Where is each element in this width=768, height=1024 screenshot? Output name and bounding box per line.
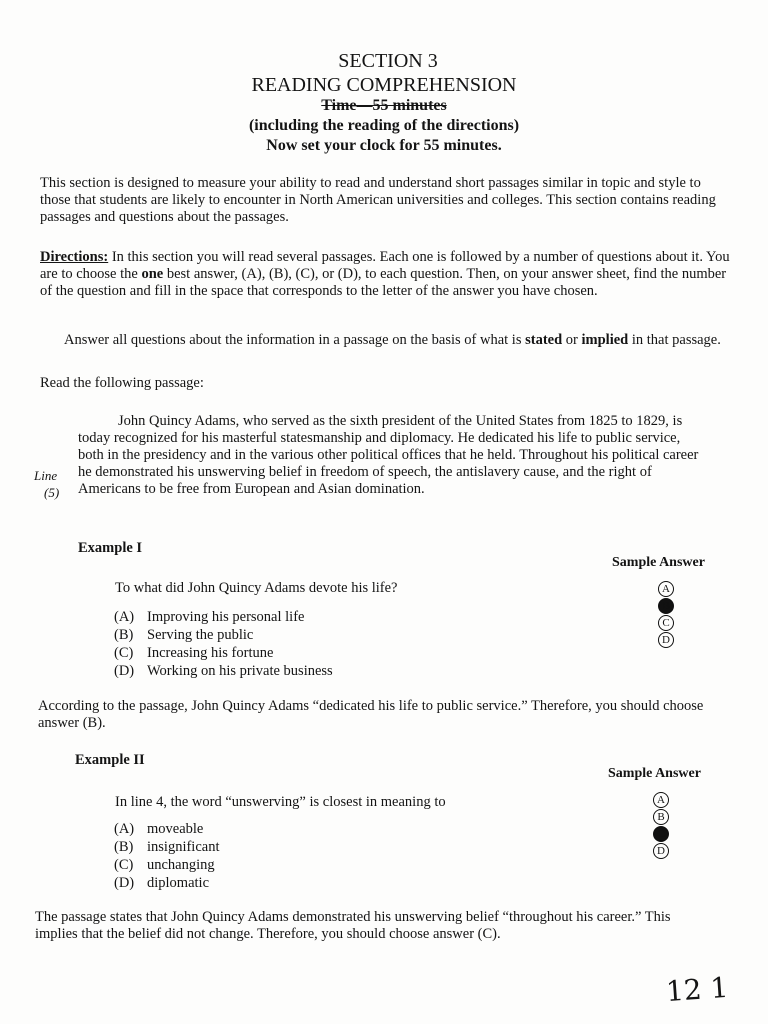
time-limit	[0, 96, 768, 116]
option-text: Serving the public	[147, 627, 254, 643]
option-letter: (C)	[114, 645, 134, 661]
intro-paragraph	[40, 175, 735, 226]
reading-passage	[78, 413, 708, 498]
example-two-label: Example II	[75, 752, 145, 768]
directions-text	[40, 249, 735, 300]
answer-bubble-d: D	[653, 843, 669, 859]
answer-bubble-a: A	[658, 581, 674, 597]
option-text: Increasing his fortune	[147, 645, 274, 661]
example-one-answer-bubbles	[658, 581, 680, 649]
passage-text: John Quincy Adams, who served as the sixth president of the United States from 1825 to 1829, is today recognized for his masterful statesmanship and diplomacy. He dedicated his life to public service, both in the presidency and in the various other political offices that he held. Throughout his political career he demonstrated his unswerving belief in freedom of speech, the antislavery cause, and the right of Americans to be free from European and Asian domination.	[78, 413, 699, 497]
option-text: insignificant	[147, 839, 220, 855]
or-word: or	[562, 332, 582, 348]
example-one-question: To what did John Quincy Adams devote his life?	[115, 580, 398, 596]
directions-one: one	[141, 266, 164, 282]
answer-bubble-d: D	[658, 632, 674, 648]
sample-answer-label-1: Sample Answer	[612, 555, 705, 570]
example-two-option-d	[114, 874, 220, 892]
option-letter: (B)	[114, 839, 134, 855]
option-letter: (A)	[114, 609, 135, 625]
time-note: (including the reading of the directions)	[248, 117, 520, 134]
directions-text-after: best answer, (A), (B), (C), or (D), to each question. Then, on your answer sheet, find the number of the question and fill in the space that corresponds to the letter of the answer you have chosen.	[40, 266, 727, 299]
answer-instruction-before: Answer all questions about the information in a passage on the basis of what is	[64, 332, 526, 348]
directions-label: Directions:	[40, 249, 109, 265]
answer-instruction-text	[40, 332, 735, 349]
intro-text: This section is designed to measure your ability to read and understand short passages similar in topic and style to those that students are likely to encounter in North American universities and colleges. This section contains reading passages and questions about the passages.	[40, 175, 716, 225]
directions-paragraph	[40, 249, 735, 300]
option-text: diplomatic	[147, 875, 210, 891]
answer-instruction-after: in that passage.	[628, 332, 721, 348]
directions-text-before: In this section you will read several passages. Each one is followed by a number of questions about it. You are to choose the	[40, 249, 730, 282]
read-passage-instruction	[40, 375, 735, 392]
example-one-option-d	[114, 662, 333, 680]
answer-bubble-b: B	[653, 809, 669, 825]
answer-bubble-c-filled: C	[653, 826, 669, 842]
example-two-option-b	[114, 838, 220, 856]
line-five-label: (5)	[44, 485, 60, 500]
handwritten-page-mark: 12 1	[664, 970, 730, 1009]
example-two-option-a	[114, 820, 220, 838]
section-number: SECTION 3	[338, 50, 438, 72]
clock-instruction: Now set your clock for 55 minutes.	[266, 137, 502, 154]
sample-answer-label-2: Sample Answer	[608, 766, 701, 781]
example-two-answer-bubbles	[653, 792, 675, 860]
option-letter: (A)	[114, 821, 135, 837]
example-one-label: Example I	[78, 540, 143, 556]
answer-bubble-b-filled: B	[658, 598, 674, 614]
option-text: moveable	[147, 821, 204, 837]
section-title: READING COMPREHENSION	[251, 74, 517, 96]
example-two-option-c	[114, 856, 220, 874]
example-one-option-c	[114, 644, 333, 662]
option-letter: (D)	[114, 875, 135, 891]
read-passage-text: Read the following passage:	[40, 375, 204, 391]
section-header	[0, 50, 768, 156]
option-text: Improving his personal life	[147, 609, 305, 625]
example-two-explanation: The passage states that John Quincy Adams demonstrated his unswerving belief “throughout his career.” This implies that the belief did not change. Therefore, you should choose answer (C).	[35, 909, 671, 942]
example-two-options	[114, 820, 220, 892]
option-text: Working on his private business	[147, 663, 333, 679]
example-one-option-b	[114, 626, 333, 644]
answer-bubble-a: A	[653, 792, 669, 808]
line-label: Line	[34, 468, 58, 483]
example-two-question: In line 4, the word “unswerving” is closest in meaning to	[115, 794, 446, 810]
answer-bubble-c: C	[658, 615, 674, 631]
time-limit-text: Time—55 minutes	[321, 97, 447, 114]
example-one-options	[114, 608, 333, 680]
option-text: unchanging	[147, 857, 215, 873]
implied-word: implied	[581, 332, 629, 348]
option-letter: (C)	[114, 857, 134, 873]
example-one-option-a	[114, 608, 333, 626]
option-letter: (B)	[114, 627, 134, 643]
stated-word: stated	[525, 332, 563, 348]
answer-instruction	[40, 332, 735, 349]
example-one-explanation: According to the passage, John Quincy Adams “dedicated his life to public service.” Therefore, you should choose answer (B).	[38, 698, 704, 731]
option-letter: (D)	[114, 663, 135, 679]
